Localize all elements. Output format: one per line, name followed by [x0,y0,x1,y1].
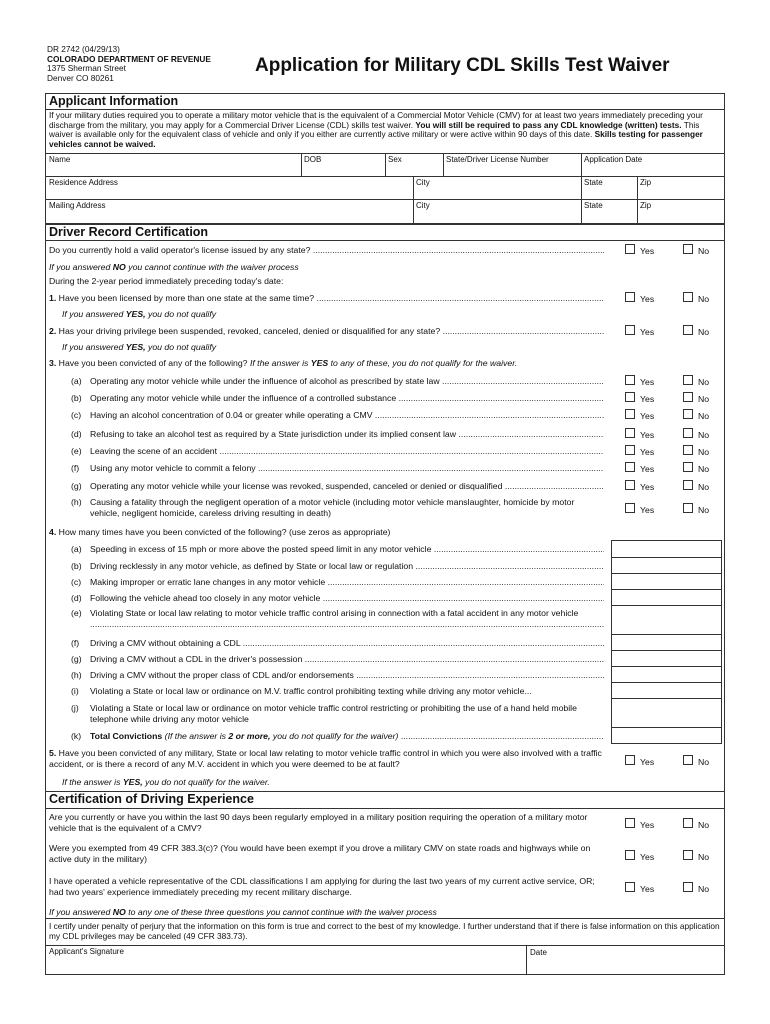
q3-item-letter: (g) [71,481,82,491]
q4-item-text: Driving a CMV without the proper class of CDL and/or endorsements ..... [90,670,604,681]
yes-label: Yes [640,430,655,440]
intro-text-2: This waiver is available only for the equivalent class of vehicle and only if you either are currently active military or were active within 90 days of this date. [49,119,700,139]
experience-title: Certification of Driving Experience [49,792,254,806]
residence-zip-field[interactable]: Zip [640,178,652,187]
yes-checkbox[interactable] [625,503,635,513]
yes-label: Yes [640,394,655,404]
no-checkbox[interactable] [683,428,693,438]
no-checkbox[interactable] [683,850,693,860]
residence-state-field[interactable]: State [584,178,603,187]
divider [443,153,444,176]
yes-checkbox[interactable] [625,818,635,828]
yes-checkbox[interactable] [625,428,635,438]
count-input[interactable] [611,682,722,699]
q3-item-text: Causing a fatality through the negligent operation of a motor vehicle (including motor vehicle manslaughter, homicide by motor vehicle, negligent homicide, careless driving resulting in death) ..... [90,497,604,519]
yes-checkbox[interactable] [625,755,635,765]
dob-field[interactable]: DOB [304,155,322,164]
application-date-field[interactable]: Application Date [584,155,643,164]
no-checkbox[interactable] [683,244,693,254]
applicant-intro [49,111,722,149]
divider [581,153,582,224]
license-number-field[interactable]: State/Driver License Number [446,155,549,164]
q4-item-letter: (h) [71,670,82,680]
driver-record-title: Driver Record Certification [49,225,209,239]
yes-label: Yes [640,246,655,256]
no-label: No [698,294,710,304]
divider [413,176,414,224]
no-label: No [698,757,710,767]
q4-item-text: Violating a State or local law or ordinance on motor vehicle traffic control restricting or prohibiting the use of a hand held mobile telephone while driving any motor vehicle ..... [90,703,604,725]
no-label: No [698,505,710,515]
experience-note: If you answered NO to any one of these three questions you cannot continue with the waiver process [49,907,437,917]
experience-question-1: Are you currently or have you within the last 90 days been regularly employed in a military position requiring the operation of a military motor vehicle that is the equivalent of a CMV? [49,812,588,833]
signature-field[interactable]: Applicant's Signature [49,947,124,956]
q4-item-letter: (f) [71,638,80,648]
no-label: No [698,852,710,862]
yes-checkbox[interactable] [625,462,635,472]
residence-address-field[interactable]: Residence Address [49,178,118,187]
q4-item-text: Violating State or local law relating to motor vehicle traffic control arising in connection with a fatal accident in any motor vehicle ..... [90,608,604,630]
yes-checkbox[interactable] [625,325,635,335]
q3-item-text: Refusing to take an alcohol test as required by a State jurisdiction under its implied consent law ..... [90,429,604,440]
experience-question-3: I have operated a vehicle representative of the CDL classifications I am applying for during the last two years of my current active service, OR; had two years' experience immediately preceding my recent military discharge. [49,876,595,897]
question-2: 2. Has your driving privilege been suspended, revoked, canceled, denied or disqualified for any state? ..... [49,326,604,337]
yes-checkbox[interactable] [625,480,635,490]
question-valid-license: Do you currently hold a valid operator's license issued by any state? ..... [49,245,604,256]
q4-item-text: Speeding in excess of 15 mph or more above the posted speed limit in any motor vehicle ..... [90,544,604,555]
q4-item-letter: (a) [71,544,82,554]
no-checkbox[interactable] [683,409,693,419]
no-checkbox[interactable] [683,392,693,402]
yes-checkbox[interactable] [625,850,635,860]
yes-label: Yes [640,757,655,767]
mailing-address-field[interactable]: Mailing Address [49,201,106,210]
applicant-section-title: Applicant Information [49,94,179,108]
name-field[interactable]: Name [49,155,71,164]
mailing-zip-field[interactable]: Zip [640,201,652,210]
yes-checkbox[interactable] [625,409,635,419]
no-label: No [698,464,710,474]
certify-statement: I certify under penalty of perjury that the information on this form is true and correct to the best of my knowledge. I further understand that if there is false information on this application my CDL privileges may be canceled (49 CFR 383.73). [49,921,720,941]
no-label: No [698,447,710,457]
q3-item-text: Using any motor vehicle to commit a felony ..... [90,463,604,474]
no-label: No [698,377,710,387]
q3-item-letter: (a) [71,376,82,386]
q4-item-letter: (g) [71,654,82,664]
divider [45,945,725,946]
note-yes-not-qualify: If you answered YES, you do not qualify [62,309,217,319]
yes-label: Yes [640,294,655,304]
yes-label: Yes [640,852,655,862]
form-id: DR 2742 (04/29/13) [47,44,120,54]
no-label: No [698,884,710,894]
divider [45,199,725,200]
yes-label: Yes [640,464,655,474]
yes-checkbox[interactable] [625,445,635,455]
q3-item-text: Operating any motor vehicle while under the influence of a controlled substance ..... [90,393,604,404]
department-city: Denver CO 80261 [47,72,114,83]
department-street: 1375 Sherman Street [47,63,126,74]
no-checkbox[interactable] [683,325,693,335]
signature-date-field[interactable]: Date [530,948,547,957]
q4-total-convictions: Total Convictions (If the answer is 2 or more, you do not qualify for the waiver) ..... [90,731,604,742]
q4-item-text: Following the vehicle ahead too closely in any motor vehicle ..... [90,593,604,604]
no-checkbox[interactable] [683,503,693,513]
yes-label: Yes [640,820,655,830]
question-5: 5. Have you been convicted of any military, State or local law relating to motor vehicle traffic control in which you were also involved with a traffic accident, or is there a record of any M.V. accident in which you were deemed to be at fault? ..... [49,748,604,770]
count-input[interactable] [611,540,722,558]
no-checkbox[interactable] [683,445,693,455]
no-label: No [698,394,710,404]
divider [45,176,725,177]
q4-item-text: Driving a CMV without obtaining a CDL ..... [90,638,604,649]
count-input[interactable] [611,634,722,651]
no-label: No [698,246,710,256]
yes-checkbox[interactable] [625,882,635,892]
sex-field[interactable]: Sex [388,155,402,164]
q3-item-letter: (c) [71,410,82,420]
q3-item-letter: (f) [71,463,80,473]
no-checkbox[interactable] [683,480,693,490]
mailing-state-field[interactable]: State [584,201,603,210]
q4-item-text: Driving a CMV without a CDL in the driver's possession ..... [90,654,604,665]
q3-item-letter: (b) [71,393,82,403]
no-checkbox[interactable] [683,375,693,385]
q3-item-text: Operating any motor vehicle while under the influence of alcohol as prescribed by state law ..... [90,376,604,387]
period-text: During the 2-year period immediately preceding today's date: [49,276,284,286]
q4-item-letter: (b) [71,561,82,571]
yes-checkbox[interactable] [625,375,635,385]
no-checkbox[interactable] [683,818,693,828]
q4-item-text: Driving recklessly in any motor vehicle, as defined by State or local law or regulation ..... [90,561,604,572]
q4-item-letter: (e) [71,608,82,618]
divider [385,153,386,176]
department-name: COLORADO DEPARTMENT OF REVENUE [47,53,211,64]
yes-label: Yes [640,377,655,387]
q4-item-text: Making improper or erratic lane changes in any motor vehicle ..... [90,577,604,588]
yes-label: Yes [640,505,655,515]
note-yes-not-qualify: If you answered YES, you do not qualify [62,342,217,352]
intro-bold-text-2: Skills testing for passenger vehicles cannot be waived. [49,129,703,149]
q3-item-text: Operating any motor vehicle while your license was revoked, suspended, canceled or denied or disqualified ..... [90,481,604,492]
divider [45,808,725,809]
count-input[interactable] [611,573,722,590]
divider [45,240,725,241]
no-checkbox[interactable] [683,292,693,302]
no-checkbox[interactable] [683,882,693,892]
intro-bold-text: You will still be required to pass any CDL knowledge (written) tests. [415,119,682,130]
total-convictions-input[interactable] [611,727,722,744]
yes-label: Yes [640,482,655,492]
question-4: 4. How many times have you been convicted of the following? (use zeros as appropriate) [49,527,391,537]
no-label: No [698,430,710,440]
q4-item-text: Violating a State or local law or ordinance on M.V. traffic control prohibiting texting while driving any motor vehicle... [90,686,532,696]
q5-note: If the answer is YES, you do not qualify for the waiver. [62,777,270,787]
q4-item-letter: (k) [71,731,82,741]
divider [637,176,638,224]
q3-item-text: Having an alcohol concentration of 0.04 or greater while operating a CMV ..... [90,410,604,421]
yes-checkbox[interactable] [625,292,635,302]
experience-question-2: Were you exempted from 49 CFR 383.3(c)? (You would have been exempt if you drove a military CMV on state roads and highways while on active duty in the military) [49,843,591,864]
yes-label: Yes [640,447,655,457]
q3-item-letter: (d) [71,429,82,439]
yes-label: Yes [640,327,655,337]
residence-city-field[interactable]: City [416,178,430,187]
form-title: Application for Military CDL Skills Test Waiver [255,55,670,76]
count-input[interactable] [611,698,722,728]
q4-item-letter: (c) [71,577,82,587]
yes-label: Yes [640,884,655,894]
q4-item-letter: (j) [71,703,79,713]
yes-checkbox[interactable] [625,244,635,254]
q3-item-letter: (h) [71,497,82,507]
divider [526,945,527,975]
count-input[interactable] [611,650,722,667]
mailing-city-field[interactable]: City [416,201,430,210]
note-no-continue: If you answered NO you cannot continue with the waiver process [49,262,299,272]
count-input[interactable] [611,666,722,683]
no-label: No [698,327,710,337]
question-1: 1. Have you been licensed by more than one state at the same time? ..... [49,293,604,304]
q3-item-text: Leaving the scene of an accident ..... [90,446,604,457]
no-checkbox[interactable] [683,755,693,765]
intro-text: If your military duties required you to operate a military motor vehicle that is the equivalent of a Commercial Motor Vehicle (CMV) for at least two years immediately preceding your discharge from the military, you may apply for a Commercial Driver License (CDL) skills test waiver. [49,110,703,130]
q3-item-letter: (e) [71,446,82,456]
divider [301,153,302,176]
no-label: No [698,411,710,421]
count-input[interactable] [611,589,722,606]
question-3: 3. Have you been convicted of any of the following? If the answer is YES to any of these, you do not qualify for the waiver. [49,358,518,368]
yes-checkbox[interactable] [625,392,635,402]
no-label: No [698,820,710,830]
yes-label: Yes [640,411,655,421]
count-input[interactable] [611,557,722,574]
q4-item-letter: (d) [71,593,82,603]
no-label: No [698,482,710,492]
form-header-info [47,45,211,83]
no-checkbox[interactable] [683,462,693,472]
q4-item-letter: (i) [71,686,79,696]
count-input[interactable] [611,605,722,635]
